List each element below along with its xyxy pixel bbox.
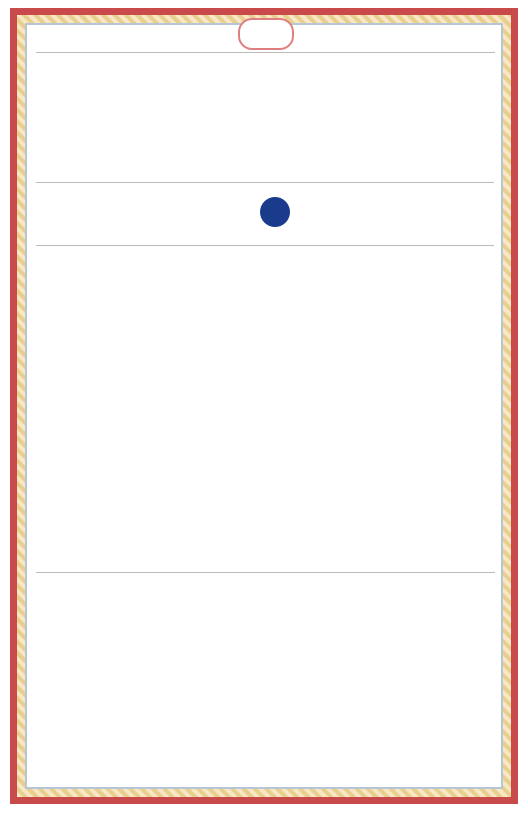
lesson-title-bar — [36, 182, 494, 246]
top-letter-grid — [36, 52, 495, 53]
page-number — [238, 18, 294, 50]
bottom-word-grid — [36, 572, 495, 573]
lesson-number-badge — [260, 197, 290, 227]
lesson-body — [36, 248, 494, 568]
